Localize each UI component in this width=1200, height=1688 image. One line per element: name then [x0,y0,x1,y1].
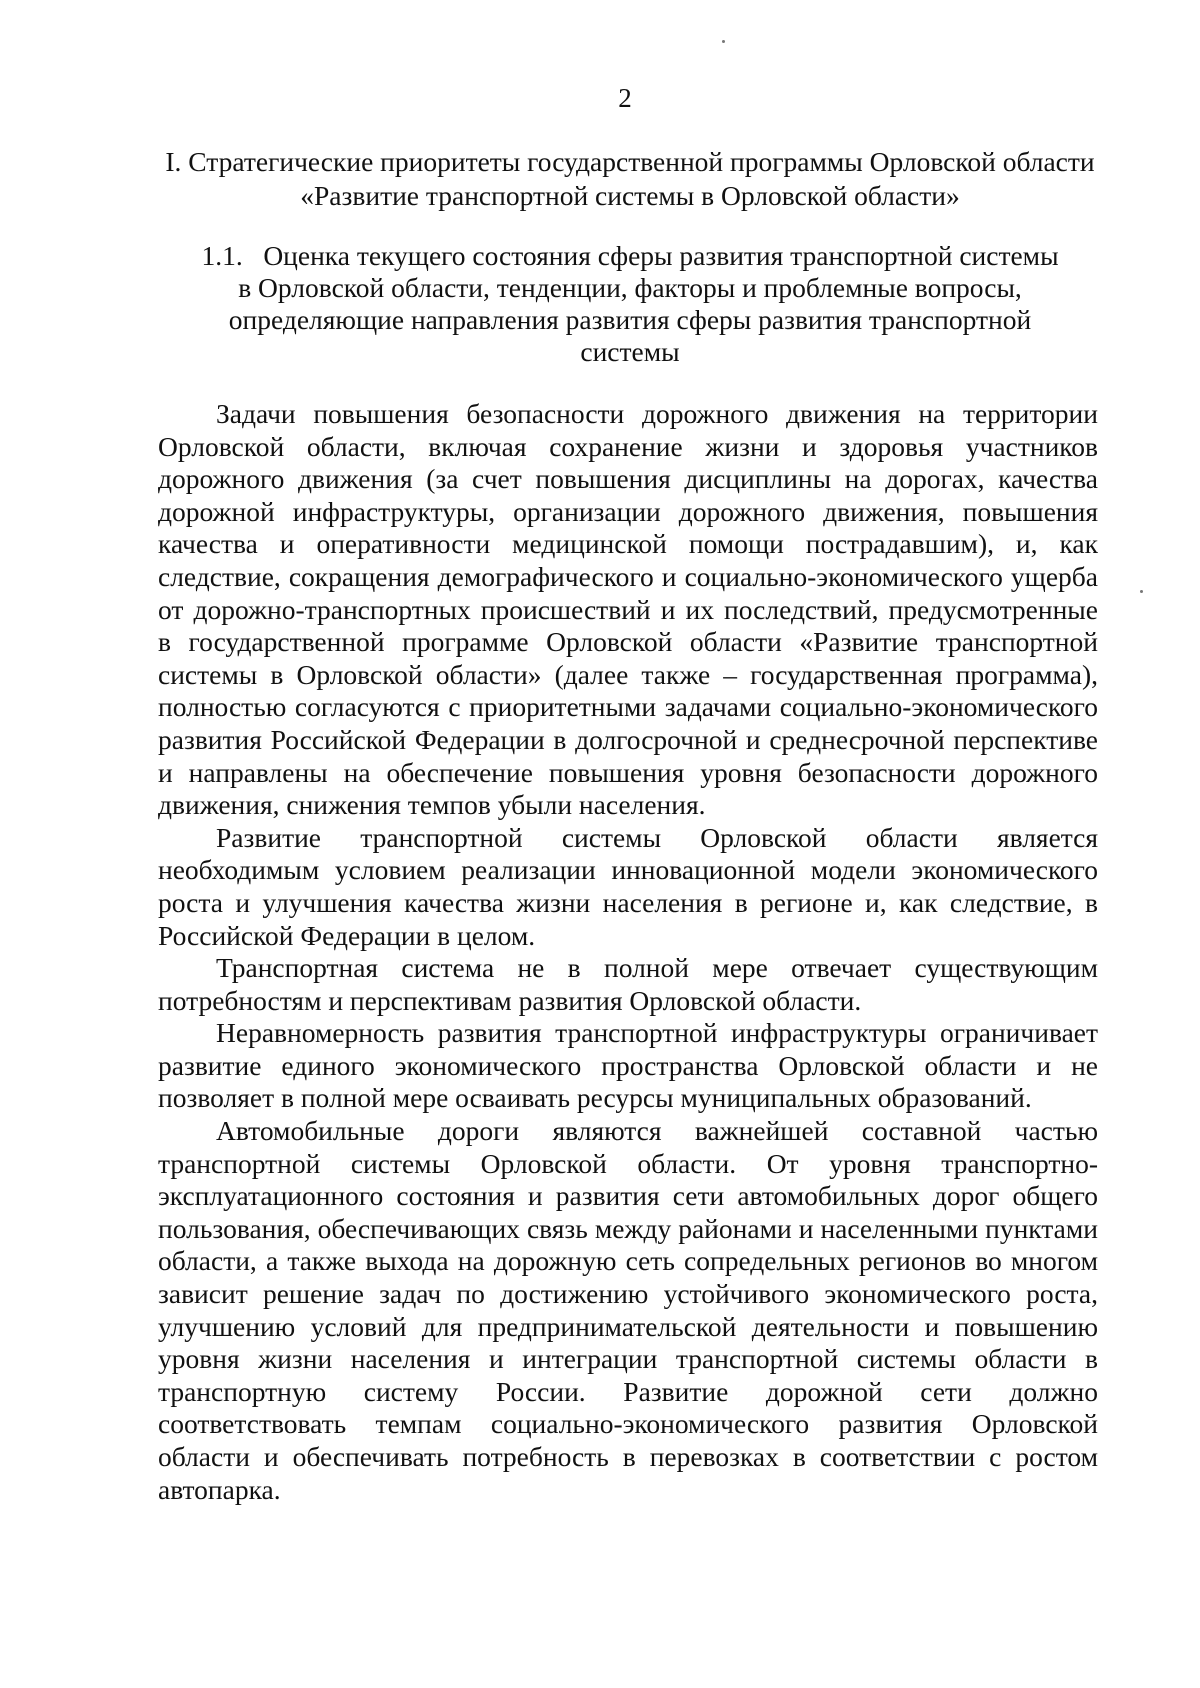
body-text [158,398,1098,1506]
scan-speck [722,40,725,43]
section-heading: I. Стратегические приоритеты государственной программы Орловской области «Развитие транспортной системы в Орловской области» [165,146,1095,211]
subsection-heading: 1.1. Оценка текущего состояния сферы развития транспортной системы в Орловской области, тенденции, факторы и проблемные вопросы, определяющие направления развития сферы развития транспортной системы [201,240,1059,367]
paragraph-infrastructure-unevenness: Неравномерность развития транспортной инфраструктуры ограничивает развитие единого экономического пространства Орловской области и не позволяет в полной мере осваивать ресурсы муниципальных образований. [158,1017,1098,1114]
paragraph-transport-development: Развитие транспортной системы Орловской области является необходимым условием реализации инновационной модели экономического роста и улучшения качества жизни населения в регионе и, как следствие, в Российской Федерации в целом. [158,821,1098,951]
paragraph-highways: Автомобильные дороги являются важнейшей составной частью транспортной системы Орловской области. От уровня транспортно-эксплуатационного состояния и развития сети автомобильных дорог общего пользования, обеспечивающих связь между районами и населенными пунктами области, а также выхода на дорожную сеть сопредельных регионов во многом зависит решение задач по достижению устойчивого экономического роста, улучшению условий для предпринимательской деятельности и повышению уровня жизни населения и интеграции транспортной системы области в транспортную систему России. Развитие дорожной сети должно соответствовать темпам социально-экономического развития Орловской области и обеспечивать потребность в перевозках в соответствии с ростом автопарка. [158,1115,1098,1505]
paragraph-road-safety: Задачи повышения безопасности дорожного движения на территории Орловской области, включая сохранение жизни и здоровья участников дорожного движения (за счет повышения дисциплины на дорогах, качества дорожной инфраструктуры, организации дорожного движения, повышения качества и оперативности медицинской помощи пострадавшим), и, как следствие, сокращения демографического и социально-экономического ущерба от дорожно-транспортных происшествий и их последствий, предусмотренные в государственной программе Орловской области «Развитие транспортной системы в Орловской области» (далее также – государственная программа), полностью согласуются с приоритетными задачами социально-экономического развития Российской Федерации в долгосрочной и среднесрочной перспективе и направлены на обеспечение повышения уровня безопасности дорожного движения, снижения темпов убыли населения. [158,398,1098,821]
paragraph-transport-needs: Транспортная система не в полной мере отвечает существующим потребностям и перспективам развития Орловской области. [158,952,1098,1016]
page-number: 2 [618,83,632,113]
scan-speck [1140,590,1143,593]
